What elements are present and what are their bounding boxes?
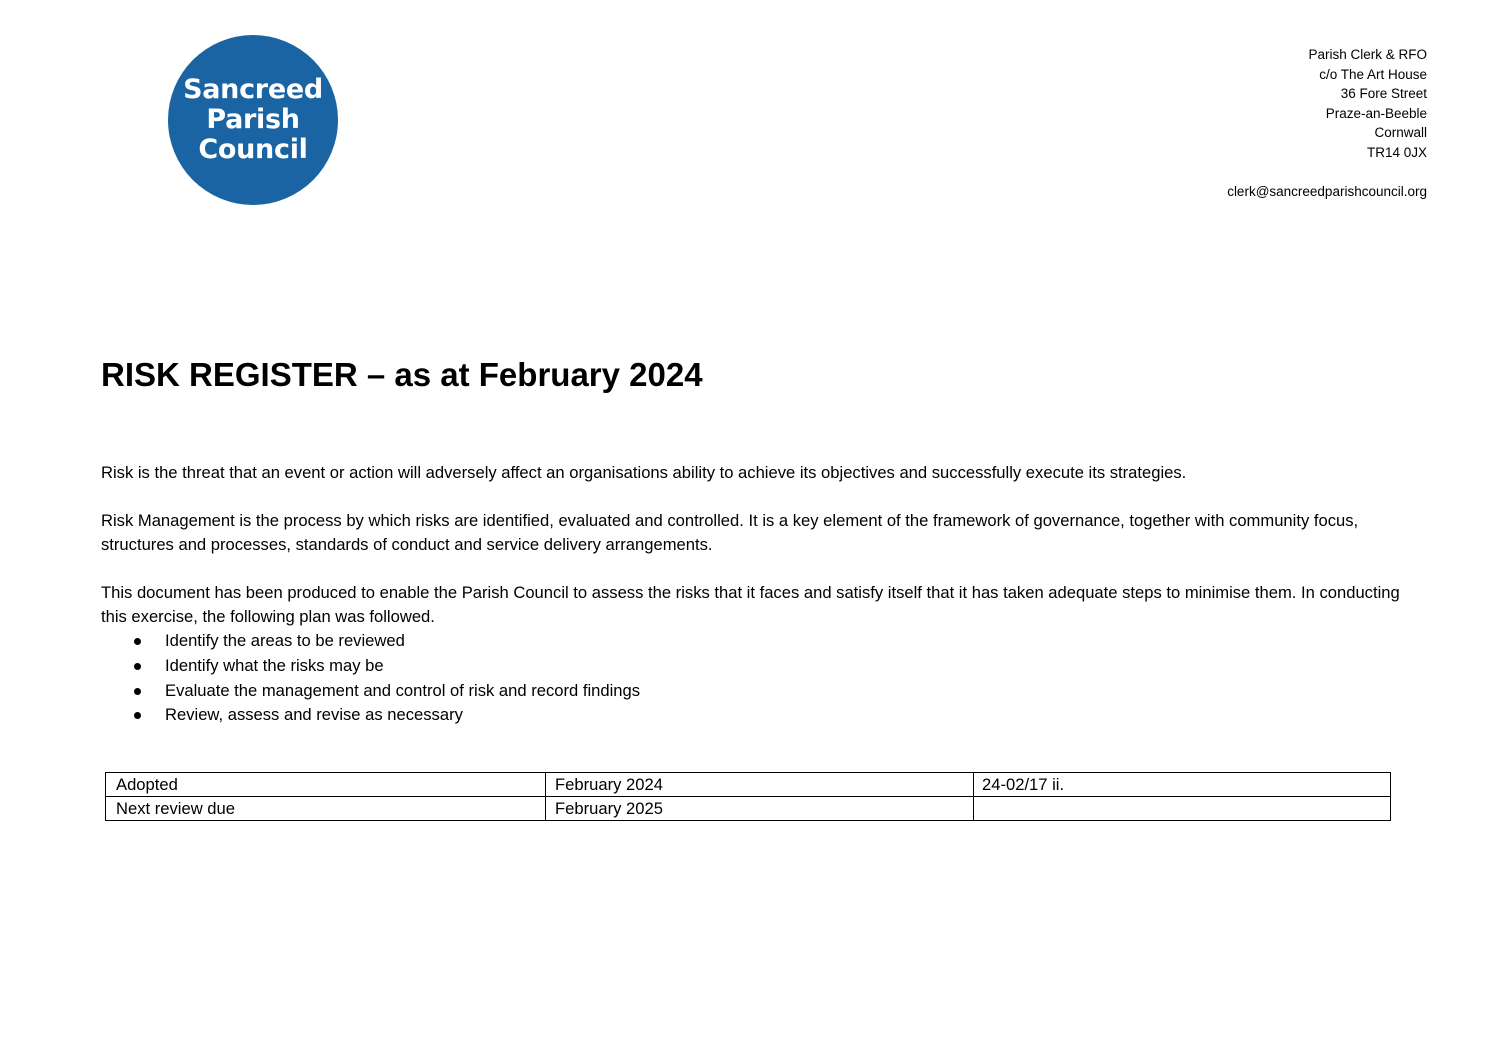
document-body bbox=[101, 461, 1411, 728]
table-cell: February 2025 bbox=[546, 797, 974, 821]
address-line: Praze-an-Beeble bbox=[1325, 105, 1427, 121]
bullet-icon bbox=[134, 638, 141, 645]
logo-line-2: Parish bbox=[206, 104, 300, 135]
bullet-text: Review, assess and revise as necessary bbox=[165, 705, 463, 725]
bullet-text: Identify what the risks may be bbox=[165, 655, 384, 675]
address-spacer bbox=[1227, 163, 1427, 183]
table-cell: 24-02/17 ii. bbox=[974, 773, 1391, 797]
address-line: 36 Fore Street bbox=[1340, 86, 1427, 102]
parish-council-logo bbox=[168, 35, 338, 205]
table-row bbox=[106, 773, 1391, 797]
table-cell: Adopted bbox=[106, 773, 546, 797]
list-item bbox=[101, 629, 1411, 654]
address-line: c/o The Art House bbox=[1319, 66, 1427, 82]
logo-line-3: Council bbox=[198, 134, 308, 165]
bullet-icon bbox=[134, 688, 141, 695]
list-item bbox=[101, 679, 1411, 704]
address-line: Parish Clerk & RFO bbox=[1308, 47, 1427, 62]
table-cell: Next review due bbox=[106, 797, 546, 821]
review-dates-table bbox=[105, 772, 1391, 821]
logo-line-1: Sancreed bbox=[183, 74, 323, 105]
bullet-text: Evaluate the management and control of risk and record findings bbox=[165, 680, 641, 700]
document-title: RISK REGISTER – as at February 2024 bbox=[101, 356, 703, 393]
paragraph-risk-management: Risk Management is the process by which risks are identified, evaluated and controlled. It is a key element of the framework of governance, together with community focus, structures and processes, standards of conduct and service delivery arrangements. bbox=[101, 511, 1359, 554]
table-cell: February 2024 bbox=[546, 773, 974, 797]
table-cell bbox=[974, 797, 1391, 821]
bullet-icon bbox=[134, 712, 141, 719]
list-item bbox=[101, 703, 1411, 728]
address-line: TR14 0JX bbox=[1366, 144, 1427, 160]
list-item bbox=[101, 654, 1411, 679]
clerk-address-block bbox=[1227, 45, 1427, 202]
address-line: Cornwall bbox=[1374, 125, 1427, 141]
bullet-icon bbox=[134, 663, 141, 670]
paragraph-document-purpose: This document has been produced to enable the Parish Council to assess the risks that it faces and satisfy itself that it has taken adequate steps to minimise them. In conducting this exercise, the following plan was followed. bbox=[101, 583, 1400, 626]
bullet-text: Identify the areas to be reviewed bbox=[165, 631, 405, 650]
paragraph-risk-definition: Risk is the threat that an event or action will adversely affect an organisations ability to achieve its objectives and successfully execute its strategies. bbox=[101, 463, 1187, 482]
plan-bullet-list bbox=[101, 629, 1411, 728]
clerk-email: clerk@sancreedparishcouncil.org bbox=[1227, 184, 1427, 200]
table-row bbox=[106, 797, 1391, 821]
